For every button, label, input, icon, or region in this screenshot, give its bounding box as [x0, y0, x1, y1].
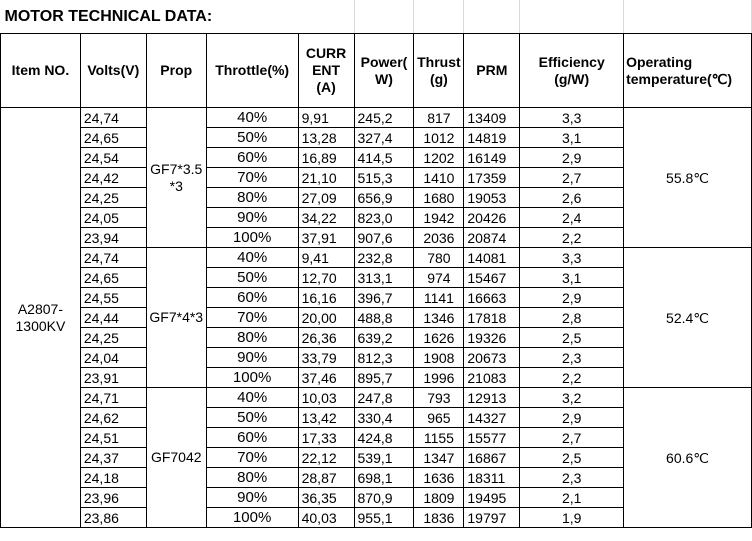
- rpm-cell: 18311: [464, 468, 520, 488]
- table-row: [1, 388, 752, 408]
- current-cell: 37,91: [298, 228, 354, 248]
- rpm-cell: 13409: [464, 108, 520, 128]
- volts-cell: 23,94: [80, 228, 146, 248]
- efficiency-cell: 2,9: [520, 148, 624, 168]
- empty-cell: [354, 0, 414, 34]
- power-cell: 515,3: [354, 168, 414, 188]
- volts-cell: 24,71: [80, 388, 146, 408]
- prop-line: GF7*3.5: [150, 160, 203, 177]
- rpm-cell: 12913: [464, 388, 520, 408]
- rpm-cell: 15467: [464, 268, 520, 288]
- thrust-cell: 1410: [414, 168, 464, 188]
- prop-line: GF7*4*3: [149, 309, 204, 325]
- header-temperature: Operating temperature(℃): [624, 34, 752, 108]
- volts-cell: 24,42: [80, 168, 146, 188]
- prop-line: *3: [169, 177, 183, 194]
- volts-cell: 24,44: [80, 308, 146, 328]
- efficiency-cell: 2,7: [520, 428, 624, 448]
- rpm-cell: 17818: [464, 308, 520, 328]
- efficiency-cell: 2,5: [520, 328, 624, 348]
- thrust-cell: 1012: [414, 128, 464, 148]
- current-cell: 34,22: [298, 208, 354, 228]
- current-cell: 9,41: [298, 248, 354, 268]
- efficiency-cell: 3,1: [520, 268, 624, 288]
- rpm-cell: 16663: [464, 288, 520, 308]
- table-row: [1, 248, 752, 268]
- power-cell: 396,7: [354, 288, 414, 308]
- efficiency-cell: 2,7: [520, 168, 624, 188]
- current-cell: 28,87: [298, 468, 354, 488]
- efficiency-cell: 3,1: [520, 128, 624, 148]
- efficiency-cell: 2,6: [520, 188, 624, 208]
- empty-cell: [464, 0, 520, 34]
- throttle-cell: 40%: [206, 388, 298, 408]
- efficiency-cell: 2,3: [520, 468, 624, 488]
- rpm-cell: 20673: [464, 348, 520, 368]
- current-cell: 12,70: [298, 268, 354, 288]
- volts-cell: 24,04: [80, 348, 146, 368]
- volts-cell: 23,96: [80, 488, 146, 508]
- throttle-cell: 90%: [206, 348, 298, 368]
- temperature-cell: 60.6℃: [624, 388, 752, 528]
- volts-cell: 24,54: [80, 148, 146, 168]
- header-row: [1, 34, 752, 108]
- rpm-cell: 20426: [464, 208, 520, 228]
- volts-cell: 24,25: [80, 328, 146, 348]
- volts-cell: 24,74: [80, 108, 146, 128]
- throttle-cell: 60%: [206, 428, 298, 448]
- thrust-cell: 1636: [414, 468, 464, 488]
- efficiency-cell: 2,8: [520, 308, 624, 328]
- temperature-cell: 52.4℃: [624, 248, 752, 388]
- current-cell: 20,00: [298, 308, 354, 328]
- header-thrust: Thrust (g): [414, 34, 464, 108]
- power-cell: 232,8: [354, 248, 414, 268]
- power-cell: 327,4: [354, 128, 414, 148]
- thrust-cell: 2036: [414, 228, 464, 248]
- efficiency-cell: 2,9: [520, 408, 624, 428]
- thrust-cell: 965: [414, 408, 464, 428]
- efficiency-cell: 3,3: [520, 248, 624, 268]
- throttle-cell: 50%: [206, 268, 298, 288]
- item-no-cell: [1, 108, 81, 528]
- prop-cell: [146, 388, 206, 528]
- header-throttle: Throttle(%): [206, 34, 298, 108]
- rpm-cell: 20874: [464, 228, 520, 248]
- rpm-cell: 19053: [464, 188, 520, 208]
- item-no-line: 1300KV: [15, 317, 66, 334]
- prop-line: GF7042: [150, 449, 202, 465]
- throttle-cell: 60%: [206, 148, 298, 168]
- header-volts: Volts(V): [80, 34, 146, 108]
- empty-cell: [298, 0, 354, 34]
- thrust-cell: 1347: [414, 448, 464, 468]
- power-cell: 245,2: [354, 108, 414, 128]
- power-cell: 424,8: [354, 428, 414, 448]
- current-cell: 9,91: [298, 108, 354, 128]
- table-row: [1, 108, 752, 128]
- thrust-cell: 1809: [414, 488, 464, 508]
- thrust-cell: 780: [414, 248, 464, 268]
- prop-cell: [146, 248, 206, 388]
- current-cell: 16,16: [298, 288, 354, 308]
- thrust-cell: 1996: [414, 368, 464, 388]
- empty-cell: [624, 0, 752, 34]
- header-item-no: Item NO.: [1, 34, 81, 108]
- sheet-title: MOTOR TECHNICAL DATA:: [1, 0, 299, 34]
- throttle-cell: 80%: [206, 328, 298, 348]
- volts-cell: 24,51: [80, 428, 146, 448]
- rpm-cell: 21083: [464, 368, 520, 388]
- current-cell: 16,89: [298, 148, 354, 168]
- current-cell: 33,79: [298, 348, 354, 368]
- rpm-cell: 14819: [464, 128, 520, 148]
- current-cell: 13,28: [298, 128, 354, 148]
- throttle-cell: 50%: [206, 128, 298, 148]
- throttle-cell: 70%: [206, 308, 298, 328]
- volts-cell: 24,37: [80, 448, 146, 468]
- throttle-cell: 40%: [206, 108, 298, 128]
- volts-cell: 24,05: [80, 208, 146, 228]
- throttle-cell: 60%: [206, 288, 298, 308]
- header-current: CURR ENT (A): [298, 34, 354, 108]
- efficiency-cell: 2,1: [520, 488, 624, 508]
- power-cell: 895,7: [354, 368, 414, 388]
- table-body: [1, 0, 752, 528]
- thrust-cell: 1202: [414, 148, 464, 168]
- thrust-cell: 793: [414, 388, 464, 408]
- throttle-cell: 70%: [206, 168, 298, 188]
- rpm-cell: 15577: [464, 428, 520, 448]
- rpm-cell: 14327: [464, 408, 520, 428]
- item-no-line: A2807-: [17, 300, 63, 317]
- power-cell: 488,8: [354, 308, 414, 328]
- power-cell: 823,0: [354, 208, 414, 228]
- volts-cell: 24,18: [80, 468, 146, 488]
- current-cell: 36,35: [298, 488, 354, 508]
- throttle-cell: 100%: [206, 508, 298, 528]
- current-cell: 21,10: [298, 168, 354, 188]
- efficiency-cell: 3,2: [520, 388, 624, 408]
- volts-cell: 23,86: [80, 508, 146, 528]
- volts-cell: 24,74: [80, 248, 146, 268]
- rpm-cell: 19326: [464, 328, 520, 348]
- power-cell: 414,5: [354, 148, 414, 168]
- throttle-cell: 100%: [206, 228, 298, 248]
- rpm-cell: 19495: [464, 488, 520, 508]
- power-cell: 698,1: [354, 468, 414, 488]
- empty-cell: [520, 0, 624, 34]
- header-prop: Prop: [146, 34, 206, 108]
- rpm-cell: 16149: [464, 148, 520, 168]
- power-cell: 539,1: [354, 448, 414, 468]
- throttle-cell: 70%: [206, 448, 298, 468]
- efficiency-cell: 2,3: [520, 348, 624, 368]
- title-row: [1, 0, 752, 34]
- thrust-cell: 1141: [414, 288, 464, 308]
- current-cell: 26,36: [298, 328, 354, 348]
- volts-cell: 24,65: [80, 268, 146, 288]
- thrust-cell: 1908: [414, 348, 464, 368]
- power-cell: 313,1: [354, 268, 414, 288]
- thrust-cell: 1346: [414, 308, 464, 328]
- throttle-cell: 90%: [206, 488, 298, 508]
- power-cell: 907,6: [354, 228, 414, 248]
- power-cell: 639,2: [354, 328, 414, 348]
- current-cell: 17,33: [298, 428, 354, 448]
- volts-cell: 23,91: [80, 368, 146, 388]
- volts-cell: 24,25: [80, 188, 146, 208]
- thrust-cell: 1836: [414, 508, 464, 528]
- power-cell: 812,3: [354, 348, 414, 368]
- power-cell: 656,9: [354, 188, 414, 208]
- temperature-cell: 55.8℃: [624, 108, 752, 248]
- thrust-cell: 1155: [414, 428, 464, 448]
- thrust-cell: 974: [414, 268, 464, 288]
- rpm-cell: 14081: [464, 248, 520, 268]
- rpm-cell: 16867: [464, 448, 520, 468]
- current-cell: 37,46: [298, 368, 354, 388]
- empty-cell: [414, 0, 464, 34]
- header-power: Power( W): [354, 34, 414, 108]
- power-cell: 955,1: [354, 508, 414, 528]
- header-efficiency: Efficiency (g/W): [520, 34, 624, 108]
- thrust-cell: 1680: [414, 188, 464, 208]
- current-cell: 27,09: [298, 188, 354, 208]
- prop-cell: [146, 108, 206, 248]
- efficiency-cell: 2,2: [520, 368, 624, 388]
- current-cell: 22,12: [298, 448, 354, 468]
- current-cell: 40,03: [298, 508, 354, 528]
- volts-cell: 24,65: [80, 128, 146, 148]
- efficiency-cell: 2,9: [520, 288, 624, 308]
- rpm-cell: 19797: [464, 508, 520, 528]
- thrust-cell: 1942: [414, 208, 464, 228]
- volts-cell: 24,62: [80, 408, 146, 428]
- power-cell: 870,9: [354, 488, 414, 508]
- efficiency-cell: 2,2: [520, 228, 624, 248]
- throttle-cell: 50%: [206, 408, 298, 428]
- throttle-cell: 80%: [206, 188, 298, 208]
- thrust-cell: 817: [414, 108, 464, 128]
- current-cell: 10,03: [298, 388, 354, 408]
- header-rpm: PRM: [464, 34, 520, 108]
- throttle-cell: 100%: [206, 368, 298, 388]
- rpm-cell: 17359: [464, 168, 520, 188]
- throttle-cell: 80%: [206, 468, 298, 488]
- efficiency-cell: 2,4: [520, 208, 624, 228]
- efficiency-cell: 1,9: [520, 508, 624, 528]
- power-cell: 330,4: [354, 408, 414, 428]
- current-cell: 13,42: [298, 408, 354, 428]
- power-cell: 247,8: [354, 388, 414, 408]
- efficiency-cell: 3,3: [520, 108, 624, 128]
- thrust-cell: 1626: [414, 328, 464, 348]
- volts-cell: 24,55: [80, 288, 146, 308]
- throttle-cell: 90%: [206, 208, 298, 228]
- throttle-cell: 40%: [206, 248, 298, 268]
- efficiency-cell: 2,5: [520, 448, 624, 468]
